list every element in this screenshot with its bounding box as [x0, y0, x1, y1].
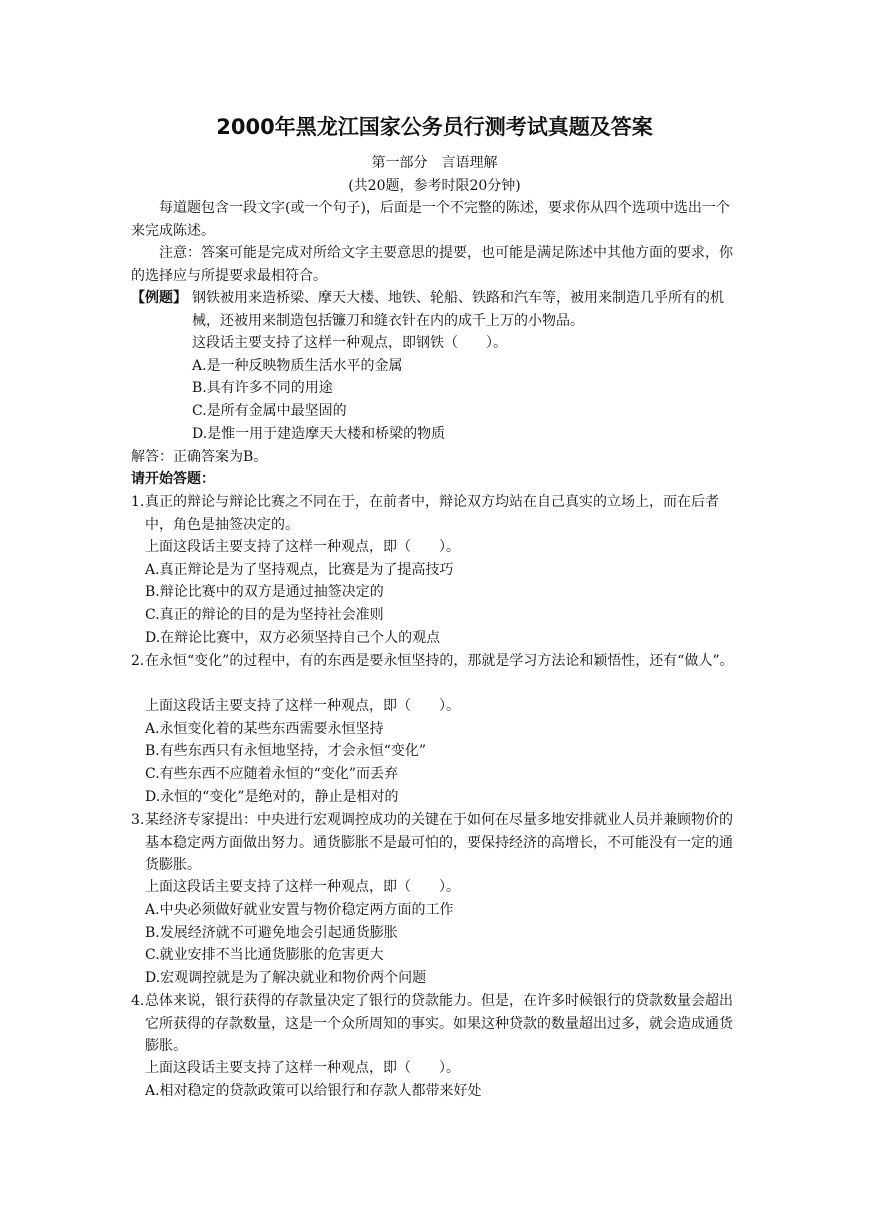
example-answer: 解答：正确答案为B。	[131, 449, 268, 465]
question-number: 4.	[131, 993, 145, 1009]
section-heading: 第一部分 言语理解	[371, 155, 498, 171]
question-1-stem: 上面这段话主要支持了这样一种观点，即（ ）。	[145, 539, 460, 555]
question-text: 总体来说，银行获得的存款量决定了银行的贷款能力。但是，在许多时候银行的贷款数量会超出它所获得的存款数量，这是一个众所周知的事实。如果这种贷款的数量超出过多，就会造成通货膨胀。	[145, 993, 733, 1055]
question-2-option-b: B.有些东西只有永恒地坚持，才会永恒“变化”	[145, 743, 427, 759]
question-3-option-a: A.中央必须做好就业安置与物价稳定两方面的工作	[145, 902, 454, 918]
notice-paragraph: 注意：答案可能是完成对所给文字主要意思的提要，也可能是满足陈述中其他方面的要求，你的选择应与所提要求最相符合。	[131, 245, 733, 284]
section-note: (共20题，参考时限20分钟)	[348, 178, 521, 194]
question-1-option-b: B.辩论比赛中的双方是通过抽签决定的	[145, 584, 384, 600]
question-number: 3.	[131, 812, 145, 828]
question-text: 某经济专家提出：中央进行宏观调控成功的关键在于如何在尽量多地安排就业人员并兼顾物价的基本稳定两方面做出努力。通货膨胀不是最可怕的，要保持经济的高增长，不可能没有一定的通货膨胀。	[145, 812, 733, 874]
document-title: 2000年黑龙江国家公务员行测考试真题及答案	[216, 115, 653, 139]
question-3	[131, 809, 741, 877]
question-2-option-d: D.永恒的“变化”是绝对的，静止是相对的	[145, 789, 399, 805]
example-text: 钢铁被用来造桥梁、摩天大楼、地铁、轮船、铁路和汽车等，被用来制造几乎所有的机械，还被用来制造包括镰刀和缝衣针在内的成千上万的小物品。	[192, 290, 724, 329]
question-1-option-a: A.真正辩论是为了坚持观点，比赛是为了提高技巧	[145, 562, 454, 578]
question-4-option-a: A.相对稳定的贷款政策可以给银行和存款人都带来好处	[145, 1083, 482, 1099]
question-2-option-a: A.永恒变化着的某些东西需要永恒坚持	[145, 721, 384, 737]
example-option-d: D.是惟一用于建造摩天大楼和桥梁的物质	[192, 426, 446, 442]
question-2-stem: 上面这段话主要支持了这样一种观点，即（ ）。	[145, 698, 460, 714]
question-1-option-d: D.在辩论比赛中，双方必须坚持自己个人的观点	[145, 630, 441, 646]
intro-paragraph: 每道题包含一段文字(或一个句子)，后面是一个不完整的陈述，要求你从四个选项中选出一个来完成陈述。	[131, 200, 730, 239]
question-text: 在永恒“变化”的过程中，有的东西是要永恒坚持的，那就是学习方法论和颖悟性，还有“做人”。	[145, 653, 734, 669]
question-number: 1.	[131, 494, 145, 510]
example-tag: 【例题】	[131, 290, 187, 306]
question-3-option-b: B.发展经济就不可避免地会引起通货膨胀	[145, 925, 398, 941]
question-3-option-d: D.宏观调控就是为了解决就业和物价两个问题	[145, 970, 427, 986]
question-1	[131, 491, 741, 536]
start-label: 请开始答题：	[131, 471, 215, 487]
example-option-a: A.是一种反映物质生活水平的金属	[192, 358, 403, 374]
example-block	[131, 287, 741, 332]
question-4	[131, 990, 741, 1058]
question-1-option-c: C.真正的辩论的目的是为坚持社会准则	[145, 607, 384, 623]
question-4-stem: 上面这段话主要支持了这样一种观点，即（ ）。	[145, 1060, 460, 1076]
question-number: 2.	[131, 653, 145, 669]
question-2	[131, 650, 741, 673]
question-2-option-c: C.有些东西不应随着永恒的“变化”而丢弃	[145, 766, 398, 782]
example-option-b: B.具有许多不同的用途	[192, 380, 333, 396]
question-3-stem: 上面这段话主要支持了这样一种观点，即（ ）。	[145, 879, 460, 895]
example-option-c: C.是所有金属中最坚固的	[192, 403, 347, 419]
question-3-option-c: C.就业安排不当比通货膨胀的危害更大	[145, 947, 384, 963]
question-text: 真正的辩论与辩论比赛之不同在于，在前者中，辩论双方均站在自己真实的立场上，而在后者中，角色是抽签决定的。	[145, 494, 719, 533]
example-stem: 这段话主要支持了这样一种观点，即钢铁（ ）。	[192, 335, 507, 351]
